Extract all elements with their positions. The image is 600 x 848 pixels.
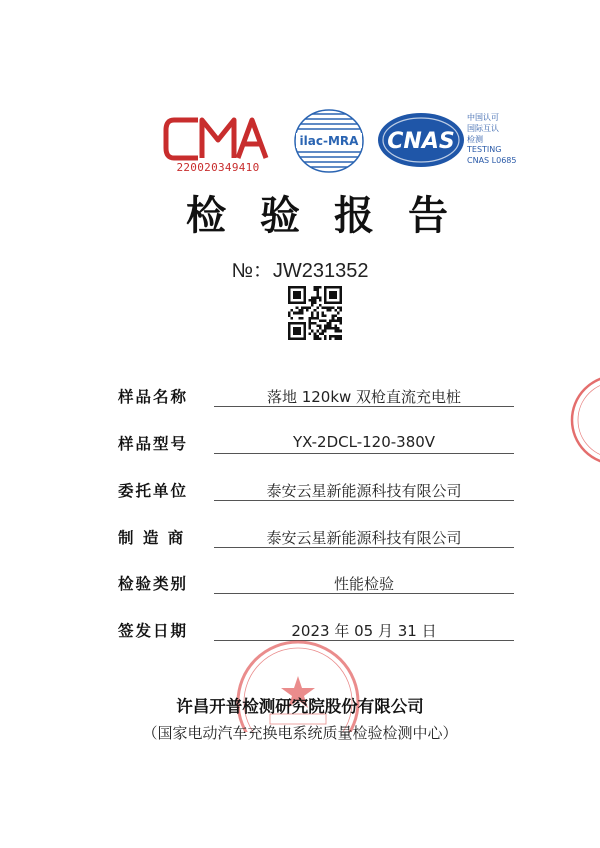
field-label: 签发日期	[118, 622, 189, 640]
field-value: 2023 年 05 月 31 日	[291, 622, 437, 640]
cnas-text-line: 中国认可	[467, 113, 499, 122]
cnas-text-line: CNAS L0685	[467, 156, 517, 166]
field-label: 委托单位	[118, 482, 189, 500]
field-label: 制 造 商	[118, 529, 186, 547]
issuer-subtitle: （国家电动汽车充换电系统质量检验检测中心）	[142, 724, 458, 742]
ilac-label: ilac-MRA	[299, 134, 359, 148]
cnas-text-line: TESTING	[467, 145, 502, 155]
ilac-mra-logo	[292, 108, 366, 174]
field-underline	[214, 453, 514, 454]
field-label: 样品型号	[118, 435, 189, 453]
field-value: 泰安云星新能源科技有限公司	[266, 482, 462, 500]
qr-code[interactable]	[288, 286, 342, 340]
cnas-text-line: 国际互认	[467, 123, 499, 133]
cnas-logo	[376, 110, 466, 170]
field-value: 泰安云星新能源科技有限公司	[266, 529, 462, 547]
cnas-accreditation-text	[467, 113, 547, 167]
report-title: 检验报告	[186, 192, 482, 239]
field-underline	[214, 500, 514, 501]
field-value: 性能检验	[333, 575, 394, 593]
issuer-name: 许昌开普检测研究院股份有限公司	[176, 697, 424, 716]
partial-seal	[566, 372, 600, 468]
field-underline	[214, 547, 514, 548]
cnas-label: CNAS	[387, 129, 455, 154]
field-label: 样品名称	[118, 388, 189, 406]
official-seal	[232, 636, 364, 732]
report-number: №：JW231352	[231, 260, 369, 282]
cnas-text-line: 检测	[467, 134, 483, 144]
field-underline	[214, 406, 514, 407]
field-underline	[214, 593, 514, 594]
cma-number: 220020349410	[176, 161, 260, 174]
field-value: YX-2DCL-120-380V	[292, 433, 436, 451]
field-value: 落地 120kw 双枪直流充电桩	[266, 388, 462, 406]
field-label: 检验类别	[118, 575, 189, 593]
